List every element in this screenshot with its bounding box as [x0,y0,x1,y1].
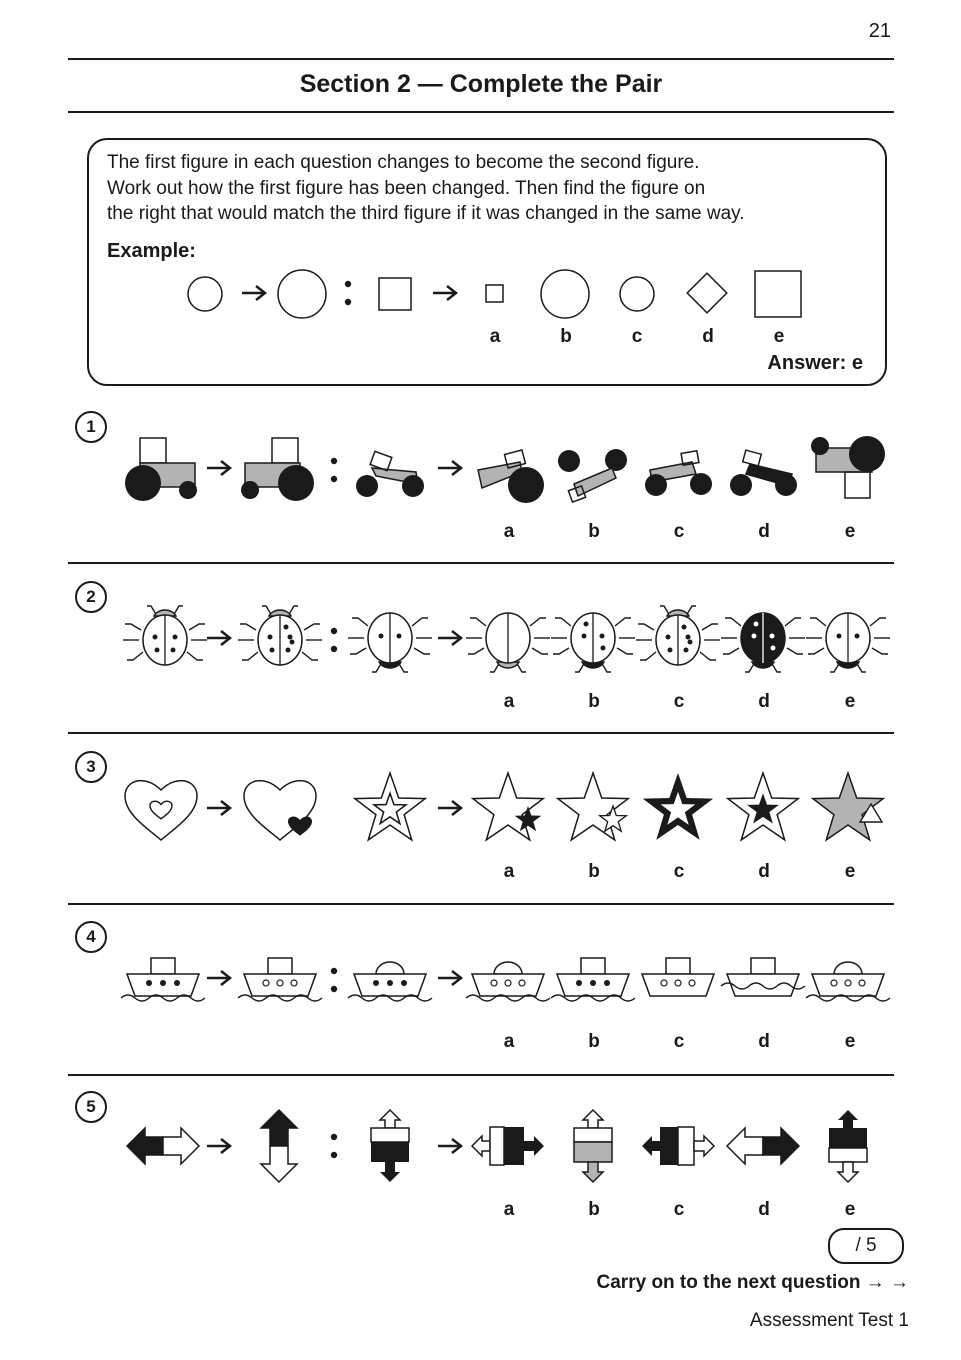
q1-label-e: e [844,521,856,542]
option-b-tractor [558,449,627,502]
example-label: Example: [107,240,196,262]
ladybird-icon [238,606,322,665]
tractor-icon [241,438,314,501]
example-label-c: c [631,326,643,347]
q5-label-d: d [758,1199,770,1220]
example-option-e [755,271,801,317]
question-number: 3 [75,751,107,783]
example-label-e: e [773,326,785,347]
question-number: 2 [75,581,107,613]
q2-label-e: e [844,691,856,712]
option-e-tractor [811,436,885,498]
q4-label-e: e [844,1031,856,1052]
q2-label-b: b [588,691,600,712]
option-d-ladybird [721,613,805,672]
carry-on-text: Carry on to the next question → → [596,1272,909,1293]
option-e-block-arrow [829,1110,867,1182]
q3-label-d: d [758,861,770,882]
boat-icon [348,962,432,1001]
star-icon [355,773,425,840]
question-divider [68,1074,894,1076]
example-option-b [541,270,589,318]
option-b-block-arrow [574,1110,612,1182]
example-option-a [486,285,503,302]
page-number: 21 [868,20,891,42]
option-b-star [558,773,628,840]
q2-label-a: a [503,691,515,712]
question-number: 1 [75,411,107,443]
example-large-circle [278,270,326,318]
example-label-a: a [489,326,501,347]
option-c-boat [642,958,714,996]
option-c-star [643,773,713,840]
question-3-figures [0,740,961,870]
q4-label-b: b [588,1031,600,1052]
q4-label-d: d [758,1031,770,1052]
q1-label-c: c [673,521,685,542]
option-b-boat [551,958,635,1001]
question-divider [68,903,894,905]
question-2-figures [0,570,961,700]
q4-label-a: a [503,1031,515,1052]
option-d-star [728,773,798,840]
q4-label-c: c [673,1031,685,1052]
example-small-circle [188,277,222,311]
q3-label-c: c [673,861,685,882]
question-divider [68,562,894,564]
double-arrow-icon [261,1110,297,1182]
option-d-double-arrow [727,1128,799,1164]
q1-label-a: a [503,521,515,542]
option-d-tractor [730,450,797,496]
option-a-block-arrow [472,1127,544,1165]
example-label-b: b [560,326,572,347]
heart-icon [244,781,316,840]
block-arrow-icon [371,1110,409,1182]
instruction-line: Work out how the first figure has been changed. Then find the figure on [107,177,706,199]
heart-icon [125,781,197,840]
boat-icon [238,958,322,1001]
question-number: 5 [75,1091,107,1123]
example-answer: Answer: e [767,352,863,374]
question-number: 4 [75,921,107,953]
question-1-figures [0,400,961,530]
instruction-line: the right that would match the third figure if it was changed in the same way. [107,203,745,224]
option-a-boat [466,962,550,1001]
tractor-icon [125,438,197,501]
double-arrow-icon [127,1128,199,1164]
option-e-ladybird [806,613,890,672]
option-c-tractor [645,451,712,496]
option-b-ladybird [551,613,635,672]
option-c-ladybird [636,606,720,665]
option-e-boat [806,962,890,1001]
score-box: / 5 [828,1228,904,1264]
question-divider [68,732,894,734]
tilted-tractor-icon [356,451,424,497]
q5-label-e: e [844,1199,856,1220]
q1-label-d: d [758,521,770,542]
instruction-line: The first figure in each question changes to become the second figure. [107,152,700,173]
option-e-star [813,773,883,840]
q5-label-b: b [588,1199,600,1220]
option-a-tractor [478,450,544,503]
example-option-d [687,273,727,313]
q5-label-a: a [503,1199,515,1220]
boat-icon [121,958,205,1001]
footer-text: Assessment Test 1 [749,1310,909,1331]
q2-label-c: c [673,691,685,712]
option-a-star [473,773,543,840]
q3-label-e: e [844,861,856,882]
section-title: Section 2 — Complete the Pair [299,70,663,98]
example-option-c [620,277,654,311]
example-label-d: d [702,326,714,347]
q2-label-d: d [758,691,770,712]
example-square [379,278,411,310]
ladybird-icon [123,606,207,665]
q1-label-b: b [588,521,600,542]
q3-label-b: b [588,861,600,882]
option-a-ladybird [466,613,550,672]
ladybird-icon [348,613,432,672]
q5-label-c: c [673,1199,685,1220]
q3-label-a: a [503,861,515,882]
question-5-figures [0,1080,961,1210]
option-c-block-arrow [642,1127,714,1165]
option-d-boat [721,958,805,996]
question-4-figures [0,910,961,1040]
